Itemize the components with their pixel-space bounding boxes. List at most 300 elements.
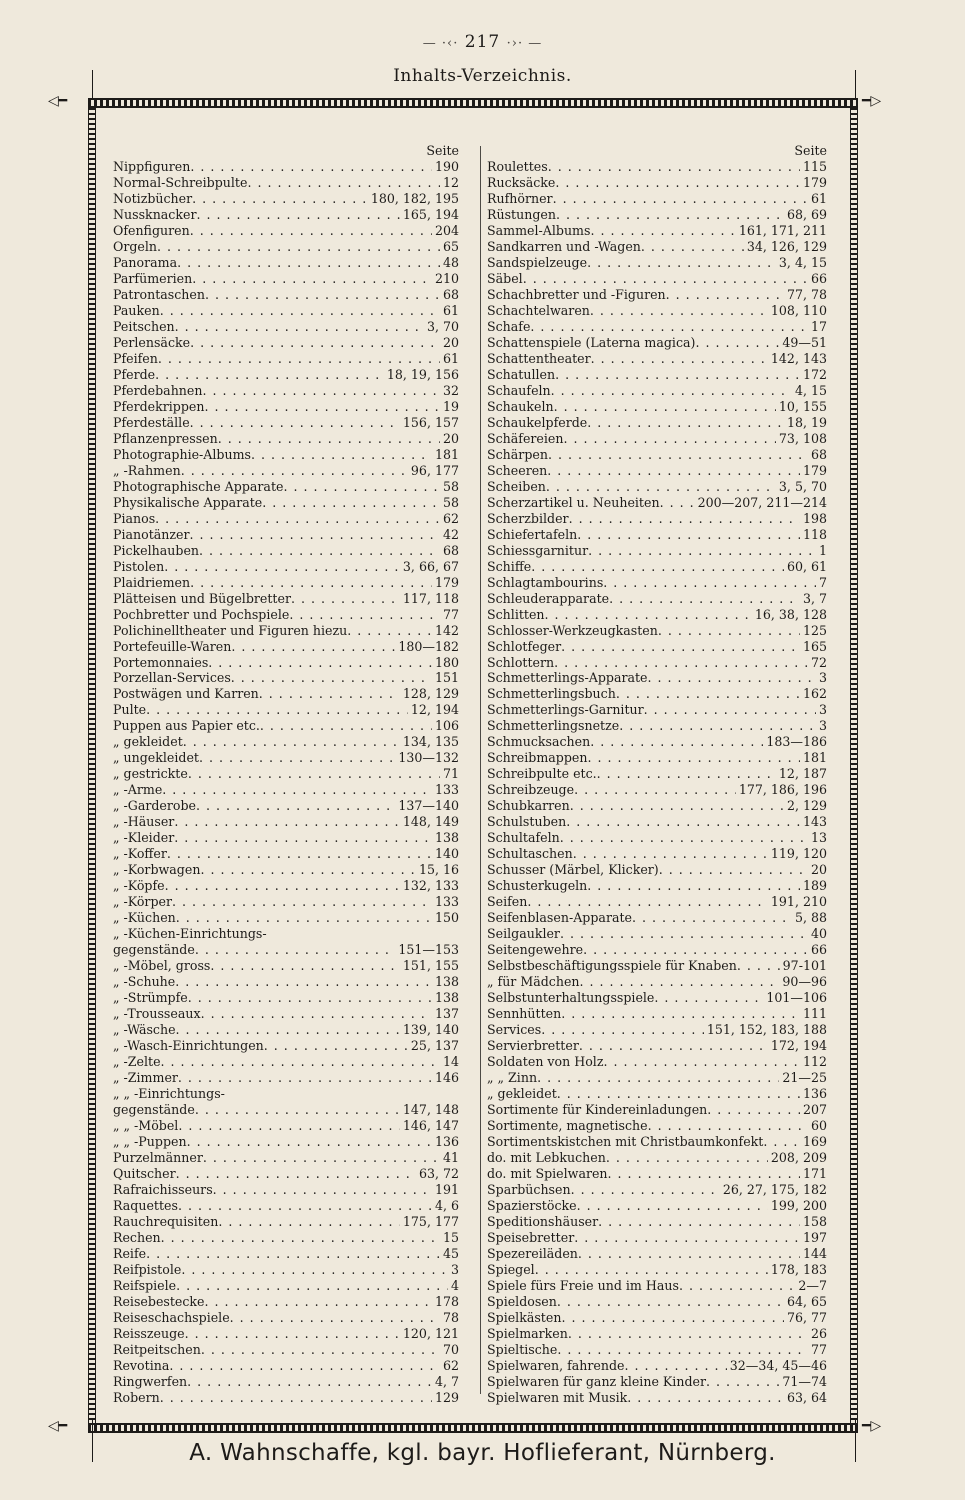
dot-leader <box>190 527 440 543</box>
index-entry <box>487 1262 827 1278</box>
entry-label: Peitschen <box>113 318 175 334</box>
entry-label: Schleuderapparate <box>487 590 610 606</box>
dot-leader <box>199 750 395 766</box>
entry-pages: 146, 147 <box>402 1118 459 1134</box>
dot-leader <box>289 607 440 623</box>
dot-leader <box>619 718 816 734</box>
entry-label: „ -Garderobe <box>113 798 197 814</box>
entry-pages: 204 <box>434 222 459 238</box>
entry-label: „ -Wäsche <box>113 1022 176 1038</box>
entry-label: Schiessgarnitur <box>487 542 589 558</box>
entry-label: Panorama <box>113 254 178 270</box>
entry-pages: 112 <box>802 1054 827 1070</box>
dot-leader <box>160 303 440 319</box>
entry-pages: 151 <box>434 670 459 686</box>
entry-pages: 60, 61 <box>786 558 827 574</box>
entry-label: Speisebretter <box>487 1229 575 1245</box>
entry-label: Rafraichisseurs <box>113 1181 213 1197</box>
index-entry <box>113 511 459 527</box>
entry-pages: 158 <box>802 1213 827 1229</box>
index-entry <box>113 543 459 559</box>
index-entry <box>113 383 459 399</box>
index-entry <box>487 271 827 287</box>
dot-leader <box>172 894 432 910</box>
entry-pages: 12, 194 <box>410 702 459 718</box>
index-entry <box>113 415 459 431</box>
index-entry <box>487 718 827 734</box>
index-entry <box>487 1038 827 1054</box>
dot-leader <box>185 1326 400 1342</box>
entry-label: Parfümerien <box>113 270 193 286</box>
index-entry <box>113 175 459 191</box>
entry-pages: 156, 157 <box>402 414 459 430</box>
entry-pages: 200—207, 211—214 <box>697 494 827 510</box>
entry-label: Sortimente, magnetische <box>487 1118 648 1134</box>
dot-leader <box>195 1102 400 1118</box>
entry-label: „ -Koffer <box>113 846 167 862</box>
index-entry <box>113 1054 459 1070</box>
index-entry <box>113 575 459 591</box>
entry-label: Reitpeitschen <box>113 1341 201 1357</box>
entry-pages: 77 <box>442 606 459 622</box>
index-entry <box>487 974 827 990</box>
index-entry <box>113 495 459 511</box>
dot-leader <box>666 287 784 303</box>
index-entry <box>113 1278 459 1294</box>
dot-leader <box>535 1262 768 1278</box>
dot-leader <box>208 655 432 671</box>
entry-label: do. mit Spielwaren <box>487 1166 608 1181</box>
entry-label: Porzellan-Services <box>113 670 231 686</box>
entry-pages: 3, 66, 67 <box>402 558 459 574</box>
entry-label: Patrontaschen <box>113 286 205 302</box>
dot-leader <box>587 878 800 894</box>
dot-leader <box>175 319 424 335</box>
entry-label: Seitengewehre <box>487 942 584 958</box>
index-entry <box>113 431 459 447</box>
dot-leader <box>260 718 432 734</box>
entry-pages: 119, 120 <box>770 846 827 862</box>
entry-label: Scheiben <box>487 478 546 494</box>
entry-label: Schiefertafeln <box>487 526 578 542</box>
index-entry <box>487 1102 827 1118</box>
entry-pages: 34, 126, 129 <box>746 238 827 254</box>
index-entry <box>487 191 827 207</box>
entry-label: „ -Küchen <box>113 910 176 926</box>
entry-pages: 101—106 <box>766 990 827 1006</box>
index-entry <box>487 591 827 607</box>
dot-leader <box>706 1374 779 1390</box>
entry-pages: 3, 5, 70 <box>778 478 827 494</box>
entry-pages: 60 <box>810 1118 827 1134</box>
index-entry <box>487 575 827 591</box>
entry-label: Postwägen und Karren <box>113 686 259 702</box>
entry-pages: 77 <box>810 1341 827 1357</box>
entry-label: Schaukeln <box>487 398 554 414</box>
arrow-left-icon: ◁━ <box>48 1418 68 1434</box>
dot-leader <box>161 1230 440 1246</box>
index-entry <box>487 750 827 766</box>
entry-pages: 41 <box>442 1150 459 1166</box>
entry-pages: 180 <box>434 654 459 670</box>
index-entry <box>487 1006 827 1022</box>
dot-leader <box>556 207 784 223</box>
dot-leader <box>160 1390 432 1406</box>
dot-leader <box>590 734 763 750</box>
decorative-border-top <box>88 98 858 108</box>
entry-label: Roulettes <box>487 158 548 174</box>
entry-label: Sparbüchsen <box>487 1181 571 1197</box>
index-entry <box>487 255 827 271</box>
entry-pages: 147, 148 <box>402 1102 459 1118</box>
entry-pages: 210 <box>434 270 459 286</box>
index-entry <box>113 351 459 367</box>
index-entry <box>487 367 827 383</box>
entry-label: Quitscher <box>113 1166 176 1181</box>
entry-label: Schlotfeger <box>487 638 562 654</box>
entry-pages: 178, 183 <box>770 1261 827 1277</box>
entry-pages: 143 <box>802 814 827 830</box>
dot-leader <box>553 191 808 207</box>
index-entry <box>113 910 459 926</box>
dot-leader <box>568 1326 808 1342</box>
index-entry <box>113 303 459 319</box>
page-number-line <box>0 32 965 52</box>
entry-label: Nippfiguren <box>113 158 191 174</box>
entry-label: Schmetterlings-Garnitur <box>487 702 644 718</box>
dot-leader <box>548 159 800 175</box>
dot-leader <box>202 383 439 399</box>
dot-leader <box>597 766 776 782</box>
entry-label: Rucksäcke <box>487 174 556 190</box>
index-entry <box>113 670 459 686</box>
decorative-border-right <box>850 108 858 1423</box>
entry-pages: 62 <box>442 510 459 526</box>
index-entry <box>487 527 827 543</box>
dot-leader <box>557 1342 808 1358</box>
dot-leader <box>603 575 816 591</box>
dot-leader <box>590 223 735 239</box>
entry-pages: 179 <box>802 174 827 190</box>
footer-publisher: A. Wahnschaffe, kgl. bayr. Hoflieferant, Nürnberg. <box>189 1440 776 1466</box>
entry-label: Sennhütten <box>487 1006 562 1022</box>
dot-leader <box>177 255 440 271</box>
index-entry <box>487 607 827 623</box>
index-entry <box>487 1374 827 1390</box>
index-entry <box>487 351 827 367</box>
dot-leader <box>190 335 440 351</box>
entry-pages: 177, 186, 196 <box>738 782 827 798</box>
entry-label: „ -Arme <box>113 782 163 798</box>
entry-pages: 71—74 <box>782 1373 827 1389</box>
entry-label: Schaukelpferde <box>487 414 588 430</box>
index-entry <box>487 495 827 511</box>
entry-pages: 137—140 <box>398 798 459 814</box>
dot-leader <box>537 1070 779 1086</box>
entry-label: „ -Häuser <box>113 814 175 830</box>
entry-pages: 65 <box>442 238 459 254</box>
entry-label: Schusterkugeln <box>487 878 588 894</box>
index-entry <box>487 655 827 671</box>
entry-pages: 115 <box>802 158 827 174</box>
index-entry <box>113 1294 459 1310</box>
index-entry <box>113 1006 459 1022</box>
index-entry <box>113 894 459 910</box>
index-entry <box>113 623 459 639</box>
entry-pages: 14 <box>442 1054 459 1070</box>
dot-leader <box>588 750 800 766</box>
dot-leader <box>176 1278 448 1294</box>
entry-label: Spielwaren mit Musik <box>487 1389 628 1405</box>
entry-label: „ -Zimmer <box>113 1070 178 1086</box>
dot-leader <box>531 559 784 575</box>
entry-label: Pianos <box>113 510 156 526</box>
dot-leader <box>164 559 400 575</box>
dot-leader <box>188 766 440 782</box>
index-entry <box>487 1182 827 1198</box>
entry-pages: 136 <box>802 1086 827 1102</box>
dot-leader <box>195 942 396 958</box>
index-entry <box>487 1070 827 1086</box>
index-entry <box>487 1150 827 1166</box>
entry-pages: 13 <box>810 830 827 846</box>
dot-leader <box>527 894 768 910</box>
dot-leader <box>545 607 752 623</box>
dot-leader <box>644 702 816 718</box>
entry-label: „ ungekleidet <box>113 750 199 766</box>
index-entry <box>113 1214 459 1230</box>
entry-label: Notizbücher <box>113 190 193 206</box>
entry-pages: 3 <box>818 670 827 686</box>
entry-pages: 151—153 <box>398 942 459 958</box>
entry-pages: 26 <box>810 1325 827 1341</box>
index-entry <box>487 798 827 814</box>
entry-pages: 58 <box>442 478 459 494</box>
index-entry <box>487 1246 827 1262</box>
index-entry <box>113 191 459 207</box>
dot-leader <box>606 1150 768 1166</box>
dot-leader <box>557 1294 784 1310</box>
page-number: 217 <box>464 32 501 52</box>
index-entry <box>487 1054 827 1070</box>
entry-label: Sortimentskistchen mit Christbaumkonfekt <box>487 1134 764 1150</box>
entry-pages: 70 <box>442 1341 459 1357</box>
entry-label: Rufhörner <box>487 190 553 206</box>
index-entry <box>113 958 459 974</box>
entry-pages: 108, 110 <box>770 302 827 318</box>
entry-label: Portefeuille-Waren <box>113 638 232 654</box>
entry-label: Schmetterlingsnetze <box>487 718 620 734</box>
entry-pages: 169 <box>802 1134 827 1150</box>
entry-pages: 128, 129 <box>402 686 459 702</box>
entry-label: Spezereiläden <box>487 1245 578 1261</box>
index-entry <box>113 1198 459 1214</box>
index-entry <box>113 814 459 830</box>
dot-leader <box>169 1358 440 1374</box>
entry-pages: 198 <box>802 510 827 526</box>
dot-leader <box>218 431 440 447</box>
entry-pages: 120, 121 <box>402 1325 459 1341</box>
index-entry <box>487 702 827 718</box>
index-entry <box>113 1022 459 1038</box>
entry-pages: 199, 200 <box>770 1197 827 1213</box>
column-divider <box>480 146 481 1394</box>
entry-pages: 20 <box>442 334 459 350</box>
entry-label: „ -Trousseaux <box>113 1006 201 1022</box>
dot-leader <box>523 271 808 287</box>
entry-label: Raquettes <box>113 1197 178 1213</box>
index-entry <box>487 1134 827 1150</box>
entry-pages: 2, 129 <box>786 798 827 814</box>
dot-leader <box>199 543 440 559</box>
dot-leader <box>546 479 776 495</box>
entry-pages: 96, 177 <box>410 462 459 478</box>
entry-label: „ „ -Puppen <box>113 1134 187 1150</box>
index-entry <box>487 942 827 958</box>
dot-leader <box>259 686 400 702</box>
entry-label: Speditionshäuser <box>487 1213 599 1229</box>
entry-pages: 3, 4, 15 <box>778 254 827 270</box>
entry-label: Schattentheater <box>487 350 591 366</box>
dot-leader <box>632 910 792 926</box>
index-entry <box>113 990 459 1006</box>
decorative-border-bottom <box>88 1423 858 1433</box>
dot-leader <box>231 670 432 686</box>
entry-label: Pickelhauben <box>113 542 200 558</box>
entry-label: Schattenspiele (Laterna magica) <box>487 334 696 350</box>
index-entry <box>487 814 827 830</box>
entry-pages: 191 <box>434 1181 459 1197</box>
index-entry <box>487 1086 827 1102</box>
index-column-right <box>487 143 827 1406</box>
index-entry <box>113 1102 459 1118</box>
dot-leader <box>574 1230 800 1246</box>
entry-label: Perlensäcke <box>113 334 191 350</box>
index-entry <box>113 1134 459 1150</box>
index-entry <box>113 1182 459 1198</box>
entry-label: Schusser (Märbel, Klicker) <box>487 862 659 878</box>
index-entry <box>113 591 459 607</box>
entry-label: Sandkarren und -Wagen <box>487 238 641 254</box>
index-entry <box>113 1310 459 1326</box>
index-entry <box>113 655 459 671</box>
entry-pages: 138 <box>434 974 459 990</box>
entry-label: Pferdebahnen <box>113 382 203 398</box>
index-entry <box>487 399 827 415</box>
dot-leader <box>205 287 440 303</box>
dot-leader <box>707 1102 800 1118</box>
page-title: Inhalts-Verzeichnis. <box>393 66 572 86</box>
entry-label: „ -Zelte <box>113 1054 161 1070</box>
dot-leader <box>571 1182 720 1198</box>
entry-pages: 71 <box>442 766 459 782</box>
entry-label: Rüstungen <box>487 206 556 222</box>
index-entry <box>113 1038 459 1054</box>
entry-pages: 3 <box>450 1261 459 1277</box>
entry-label: Schubkarren <box>487 798 570 814</box>
column-header: Seite <box>426 143 459 158</box>
entry-label: Scheeren <box>487 462 548 478</box>
dot-leader <box>659 862 808 878</box>
dot-leader <box>577 1198 768 1214</box>
dot-leader <box>658 623 800 639</box>
entry-pages: 179 <box>434 574 459 590</box>
entry-pages: 61 <box>810 190 827 206</box>
index-entry <box>487 846 827 862</box>
index-entry <box>113 1166 459 1182</box>
dot-leader <box>578 1246 800 1262</box>
entry-pages: 18, 19, 156 <box>386 366 459 382</box>
entry-label: Sortimente für Kindereinladungen <box>487 1102 708 1118</box>
entry-pages: 73, 108 <box>778 430 827 446</box>
index-entry <box>487 415 827 431</box>
index-entry <box>487 463 827 479</box>
entry-label: „ -Korbwagen <box>113 862 201 878</box>
entry-label: Pflanzenpressen <box>113 430 218 446</box>
entry-label: Revotina <box>113 1357 170 1373</box>
entry-label: Ringwerfen <box>113 1373 188 1389</box>
entry-pages: 118 <box>802 526 827 542</box>
dot-leader <box>587 415 784 431</box>
index-column-left <box>113 143 459 1406</box>
index-entry <box>487 1230 827 1246</box>
entry-label: Schiffe <box>487 558 532 574</box>
entry-label: Spielkästen <box>487 1309 562 1325</box>
dot-leader <box>231 639 395 655</box>
index-entry <box>113 734 459 750</box>
entry-label: Reifspiele <box>113 1277 177 1293</box>
dot-leader <box>187 1134 432 1150</box>
index-entry <box>113 463 459 479</box>
index-entry <box>113 399 459 415</box>
dot-leader <box>200 862 416 878</box>
index-entry <box>487 319 827 335</box>
dot-leader <box>190 159 432 175</box>
entry-pages: 32 <box>442 382 459 398</box>
entry-pages: 106 <box>434 718 459 734</box>
dot-leader <box>165 878 400 894</box>
dot-leader <box>157 239 440 255</box>
entry-label: gegenstände <box>113 942 195 958</box>
entry-label: Spieldosen <box>487 1293 557 1309</box>
index-entry <box>487 670 827 686</box>
entry-pages: 21—25 <box>782 1070 827 1086</box>
entry-label: Spielwaren für ganz kleine Kinder <box>487 1373 706 1389</box>
entry-pages: 48 <box>442 254 459 270</box>
entry-label: Schäfereien <box>487 430 564 446</box>
index-entry <box>113 479 459 495</box>
entry-label: Schreibpulte etc. <box>487 766 597 782</box>
entry-label: Schatullen <box>487 366 556 382</box>
index-entry <box>487 223 827 239</box>
entry-pages: 15, 16 <box>418 862 459 878</box>
index-entry <box>487 543 827 559</box>
entry-pages: 12 <box>442 174 459 190</box>
entry-label: Orgeln <box>113 238 157 254</box>
entry-pages: 133 <box>434 894 459 910</box>
entry-pages: 183—186 <box>766 734 827 750</box>
dot-leader <box>262 495 440 511</box>
dot-leader <box>627 1390 784 1406</box>
index-entry <box>487 559 827 575</box>
entry-label: „ „ -Möbel <box>113 1118 179 1134</box>
index-entry <box>487 990 827 1006</box>
entry-pages: 58 <box>442 494 459 510</box>
entry-label: Portemonnaies <box>113 654 209 670</box>
entry-label: Schlottern <box>487 654 555 670</box>
entry-label: „ -Küchen-Einrichtungs- <box>113 926 267 942</box>
entry-pages: 63, 64 <box>786 1389 827 1405</box>
